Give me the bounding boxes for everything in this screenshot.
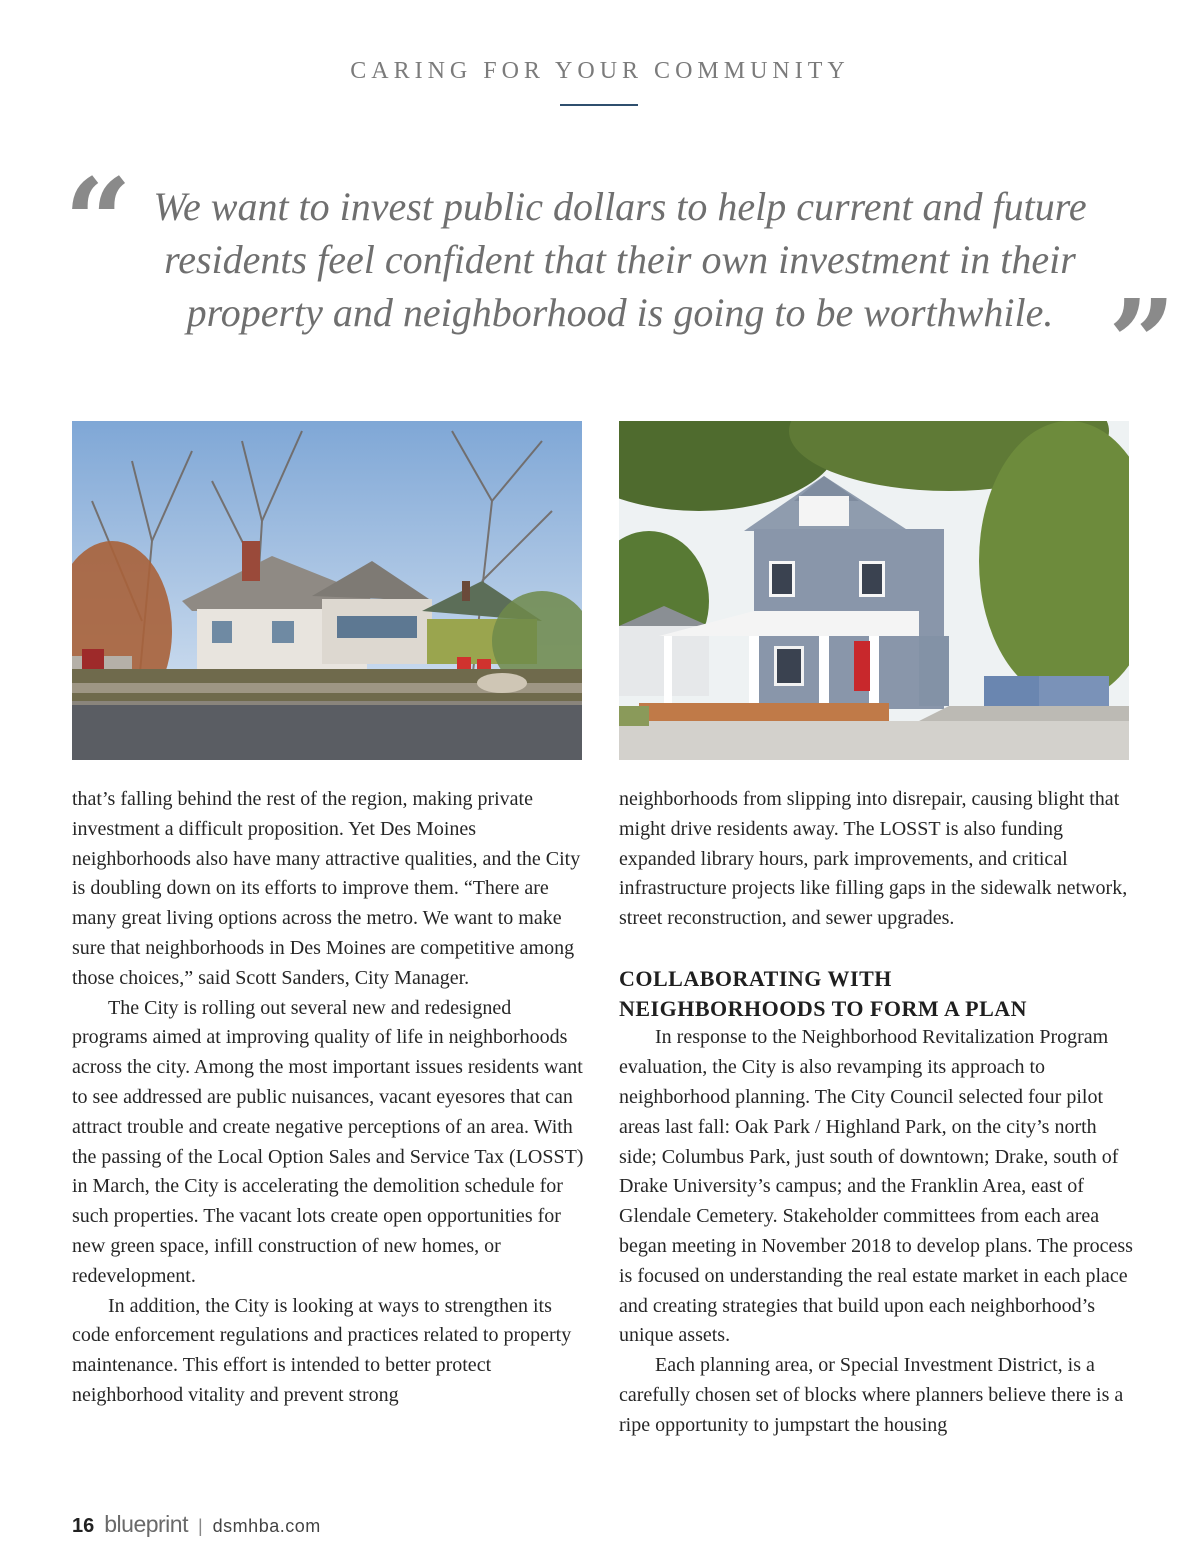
footer-separator: | [197, 1516, 203, 1536]
article-column-right [619, 785, 1134, 1441]
footer-url: dsmhba.com [212, 1516, 321, 1536]
section-header: CARING FOR YOUR COMMUNITY [350, 58, 850, 84]
paragraph: In addition, the City is looking at ways to strengthen its code enforcement regulations and practices related to property maintenance. This effort is intended to better protect neighborhood vitality and prevent strong [72, 1294, 572, 1406]
pull-quote-line: property and neighborhood is going to be worthwhile. [186, 290, 1054, 335]
paragraph: Each planning area, or Special Investment District, is a carefully chosen set of blocks where planners believe there is a ripe opportunity to jumpstart the housing [619, 1354, 1124, 1436]
pull-quote-line: residents feel confident that their own investment in their [164, 237, 1076, 282]
bungalow-street-photo [72, 421, 582, 760]
page-number: 16 [72, 1515, 95, 1537]
paragraph: In response to the Neighborhood Revitalization Program evaluation, the City is also revamping its approach to neighborhood planning. The City Council selected four pilot areas last fall: Oak Park / Highland Park, on the city’s north side; Columbus Park, just south of downtown; Drake, south of Drake University’s campus; and the Franklin Area, east of Glendale Cemetery. Stakeholder committees from each area began meeting in November 2018 to develop plans. The process is focused on understanding the real estate market in each place and creating strategies that build upon each neighborhood’s unique assets. [619, 1026, 1133, 1347]
paragraph: The City is rolling out several new and redesigned programs aimed at improving quality of life in neighborhoods across the city. Among the most important issues residents want to see addressed are public nuisances, vacant eyesores that can attract trouble and create negative perceptions of an area. With the passing of the Local Option Sales and Service Tax (LOSST) in March, the City is accelerating the demolition schedule for such properties. The vacant lots create open opportunities for new green space, infill construction of new homes, or redevelopment. [72, 996, 584, 1287]
article-column-left [72, 785, 587, 1411]
section-subheading [619, 964, 1134, 1024]
page-footer [72, 1511, 321, 1541]
subheading-line: NEIGHBORHOODS TO FORM A PLAN [619, 995, 1028, 1021]
header-divider [560, 104, 638, 106]
blue-two-story-house-photo [619, 421, 1129, 760]
open-quote-mark: “ [64, 152, 132, 291]
brand-logo: blueprint [104, 1511, 188, 1537]
subheading-line: COLLABORATING WITH [619, 965, 892, 991]
close-quote-mark: ” [1108, 273, 1176, 412]
paragraph: that’s falling behind the rest of the region, making private investment a difficult proposition. Yet Des Moines neighborhoods also have many attractive qualities, and the City is doubling down on its efforts to improve them. “There are many great living options across the metro. We want to make sure that neighborhoods in Des Moines are competitive among those choices,” said Scott Sanders, City Manager. [72, 788, 581, 989]
paragraph: neighborhoods from slipping into disrepair, causing blight that might drive residents away. The LOSST is also funding expanded library hours, park improvements, and critical infrastructure projects like filling gaps in the sidewalk network, street reconstruction, and sewer upgrades. [619, 788, 1128, 930]
pull-quote-line: We want to invest public dollars to help current and future [153, 184, 1087, 229]
pull-quote [120, 180, 1120, 339]
